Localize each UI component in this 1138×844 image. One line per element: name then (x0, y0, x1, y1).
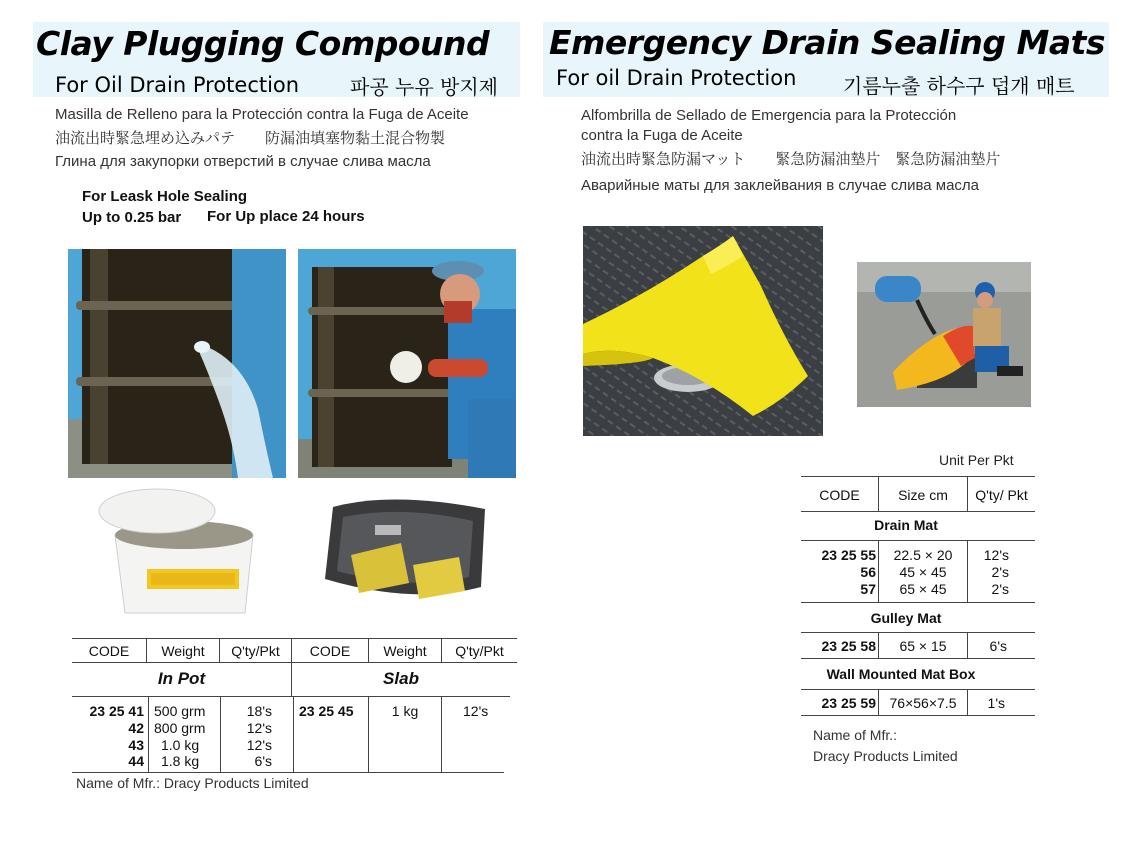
table-header-rule (72, 662, 517, 663)
table-bottom-rule (801, 715, 1035, 716)
left-desc-spanish: Masilla de Relleno para la Protección contra la Fuga de Aceite (55, 106, 469, 123)
code-cell: 57 (860, 581, 876, 597)
feature-pressure: Up to 0.25 bar (82, 209, 182, 226)
code-cell: 23 25 59 (821, 695, 876, 711)
worker-plugging-photo (298, 249, 516, 478)
drain-mat-photo (583, 226, 823, 436)
qty-cell: 2's (991, 581, 1009, 597)
col-sep (293, 696, 294, 772)
qty-cell: 6's (989, 638, 1007, 654)
weight-cell: 800 grm (154, 720, 206, 736)
weight-cell: 1 kg (391, 703, 419, 719)
header-qty: Q'ty/Pkt (231, 643, 280, 659)
left-subtitle-korean: 파공 누유 방지제 (350, 75, 498, 99)
qty-cell: 12's (983, 547, 1009, 563)
right-subtitle: For oil Drain Protection (556, 66, 797, 90)
code-cell: 56 (860, 564, 876, 580)
size-cell: 45 × 45 (899, 564, 947, 580)
qty-cell: 6's (254, 753, 272, 769)
left-desc-russian: Глина для закупорки отверстий в случае слива масла (55, 153, 431, 170)
table-rule (801, 689, 1035, 690)
table-rule (801, 540, 1035, 541)
feature-duration: For Up place 24 hours (207, 208, 365, 225)
right-desc-russian: Аварийные маты для заклейвания в случае слива масла (581, 177, 980, 194)
code-cell: 42 (128, 720, 144, 736)
code-cell: 23 25 45 (299, 703, 354, 719)
right-manufacturer-label: Name of Mfr.: (813, 727, 898, 743)
size-cell: 65 × 15 (899, 638, 947, 654)
code-cell: 23 25 58 (821, 638, 876, 654)
left-subtitle: For Oil Drain Protection (55, 73, 300, 97)
left-desc-cjk: 油流出時緊急埋め込みパテ 防漏油填塞物黏土混合物製 (55, 130, 446, 147)
right-title: Emergency Drain Sealing Mats (549, 23, 1106, 62)
clay-pot-photo (95, 485, 265, 620)
section-drain-mat: Drain Mat (874, 517, 938, 533)
qty-cell: 12's (463, 703, 489, 719)
header-qty: Q'ty/Pkt (455, 643, 504, 659)
col-sep (441, 696, 442, 772)
right-desc-spanish-2: contra la Fuga de Aceite (581, 127, 743, 144)
table-rule (801, 511, 1035, 512)
size-cell: 22.5 × 20 (893, 547, 953, 563)
code-cell: 23 25 41 (89, 703, 144, 719)
table-body-rule (72, 696, 510, 697)
right-desc-cjk: 油流出時緊急防漏マット 緊急防漏油墊片 緊急防漏油墊片 (581, 151, 1001, 168)
size-cell: 76×56×7.5 (889, 695, 957, 711)
qty-cell: 12's (246, 720, 272, 736)
header-size: Size cm (898, 487, 948, 503)
header-qty: Q'ty/ Pkt (975, 487, 1028, 503)
left-title: Clay Plugging Compound (36, 24, 490, 63)
code-cell: 44 (128, 753, 144, 769)
qty-cell: 2's (991, 564, 1009, 580)
header-weight: Weight (161, 643, 205, 659)
code-cell: 43 (128, 737, 144, 753)
leaking-drum-photo (68, 249, 286, 478)
clay-slab-photo (313, 487, 497, 607)
right-desc-spanish-1: Alfombrilla de Sellado de Emergencia para la Protección (581, 107, 957, 124)
weight-cell: 1.8 kg (161, 753, 200, 769)
code-cell: 23 25 55 (821, 547, 876, 563)
qty-cell: 1's (987, 695, 1005, 711)
group-slab: Slab (383, 669, 419, 688)
section-wall-mounted-box: Wall Mounted Mat Box (826, 666, 976, 682)
worker-mat-photo (857, 262, 1031, 407)
right-subtitle-korean: 기름누출 하수구 덥개 매트 (843, 74, 1075, 98)
col-sep (148, 696, 149, 772)
table-top-rule (801, 476, 1035, 477)
weight-cell: 1.0 kg (161, 737, 200, 753)
table-rule (801, 632, 1035, 633)
qty-cell: 12's (246, 737, 272, 753)
left-manufacturer: Name of Mfr.: Dracy Products Limited (76, 775, 309, 791)
section-gulley-mat: Gulley Mat (870, 610, 942, 626)
right-manufacturer-name: Dracy Products Limited (813, 748, 958, 764)
table-rule (801, 658, 1035, 659)
group-in-pot: In Pot (157, 669, 206, 688)
header-code: CODE (88, 643, 130, 659)
header-weight: Weight (383, 643, 427, 659)
weight-cell: 500 grm (154, 703, 206, 719)
qty-cell: 18's (246, 703, 272, 719)
header-code: CODE (819, 487, 860, 503)
header-code: CODE (309, 643, 351, 659)
size-cell: 65 × 45 (899, 581, 947, 597)
table-rule (801, 602, 1035, 603)
unit-per-pkt-note: Unit Per Pkt (939, 452, 1014, 468)
feature-leak-sealing: For Leask Hole Sealing (82, 188, 248, 205)
table-top-rule (72, 638, 517, 639)
